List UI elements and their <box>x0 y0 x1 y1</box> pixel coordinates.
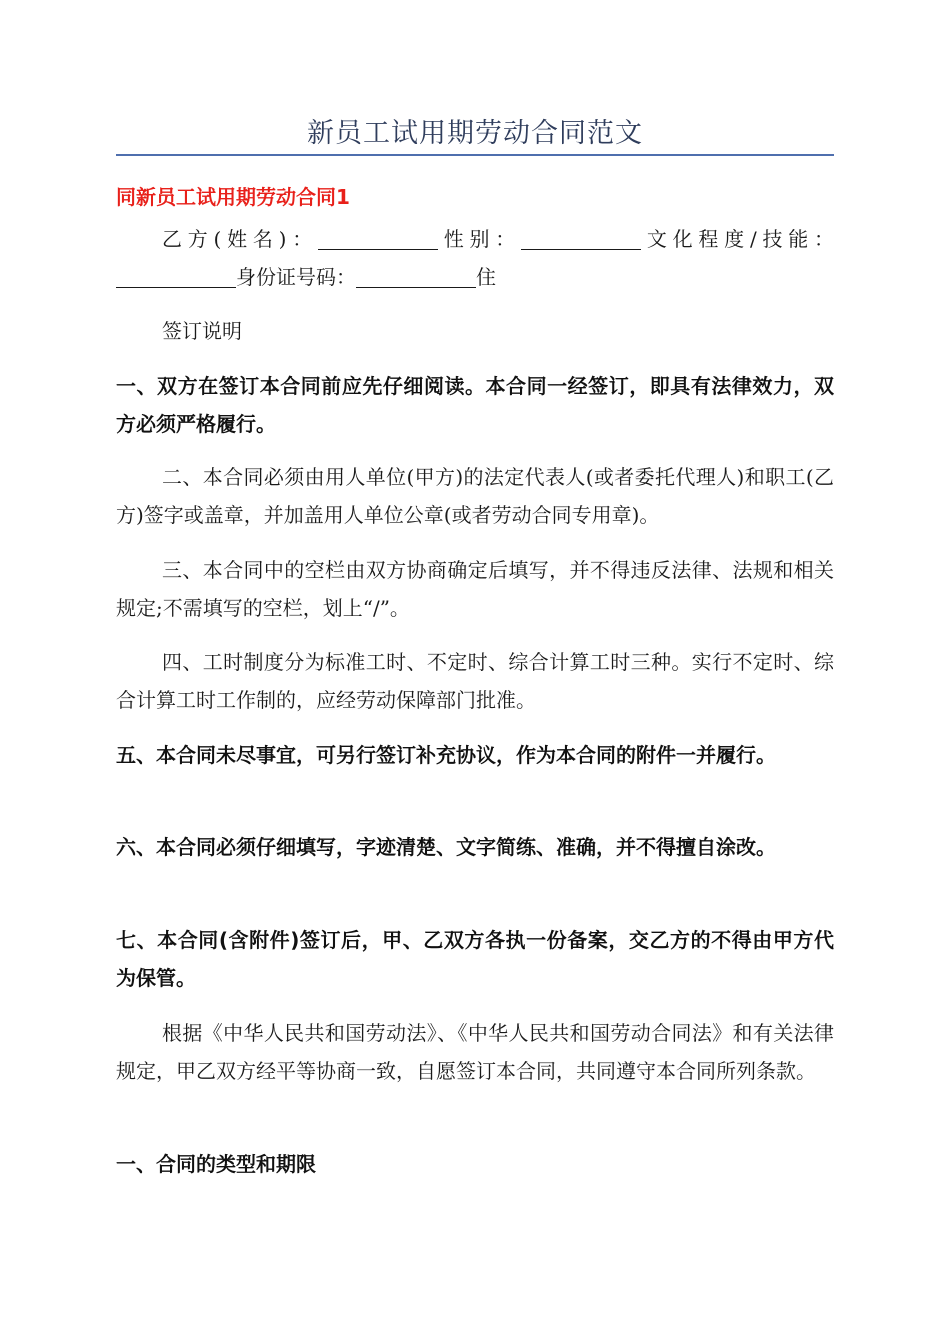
education-blank <box>116 265 236 288</box>
party-b-address-label: 住 <box>476 265 496 289</box>
party-b-gender-label: 性别： <box>438 227 522 251</box>
name-blank <box>318 227 438 250</box>
party-b-info-fields <box>116 220 834 296</box>
party-b-id-label: 身份证号码： <box>236 265 356 289</box>
id-number-blank <box>356 265 476 288</box>
document-title: 新员工试用期劳动合同范文 <box>307 118 643 149</box>
preamble-paragraph: 根据《中华人民共和国劳动法》、《中华人民共和国劳动合同法》和有关法律规定，甲乙双方经平等协商一致，自愿签订本合同，共同遵守本合同所列条款。 <box>116 1021 834 1083</box>
clause-4: 四、工时制度分为标准工时、不定时、综合计算工时三种。实行不定时、综合计算工时工作制的，应经劳动保障部门批准。 <box>116 650 834 712</box>
clause-2: 二、本合同必须由用人单位(甲方)的法定代表人(或者委托代理人)和职工(乙方)签字或盖章，并加盖用人单位公章(或者劳动合同专用章)。 <box>116 465 834 527</box>
title-underline <box>116 154 834 156</box>
party-b-name-label: 乙方(姓名)： <box>162 227 318 251</box>
signing-notes-heading: 签订说明 <box>162 319 242 343</box>
party-b-education-label: 文化程度/技能： <box>641 227 834 251</box>
clause-7: 七、本合同(含附件)签订后，甲、乙双方各执一份备案，交乙方的不得由甲方代为保管。 <box>116 928 834 990</box>
contract-type-heading: 一、合同的类型和期限 <box>116 1152 316 1176</box>
contract-section-heading: 同新员工试用期劳动合同1 <box>116 185 350 209</box>
clause-6: 六、本合同必须仔细填写，字迹清楚、文字简练、准确，并不得擅自涂改。 <box>116 835 776 859</box>
clause-5: 五、本合同未尽事宜，可另行签订补充协议，作为本合同的附件一并履行。 <box>116 743 776 767</box>
clause-3: 三、本合同中的空栏由双方协商确定后填写，并不得违反法律、法规和相关规定;不需填写的空栏，划上“/”。 <box>116 558 834 620</box>
gender-blank <box>521 227 641 250</box>
clause-1: 一、双方在签订本合同前应先仔细阅读。本合同一经签订，即具有法律效力，双方必须严格履行。 <box>116 374 834 436</box>
